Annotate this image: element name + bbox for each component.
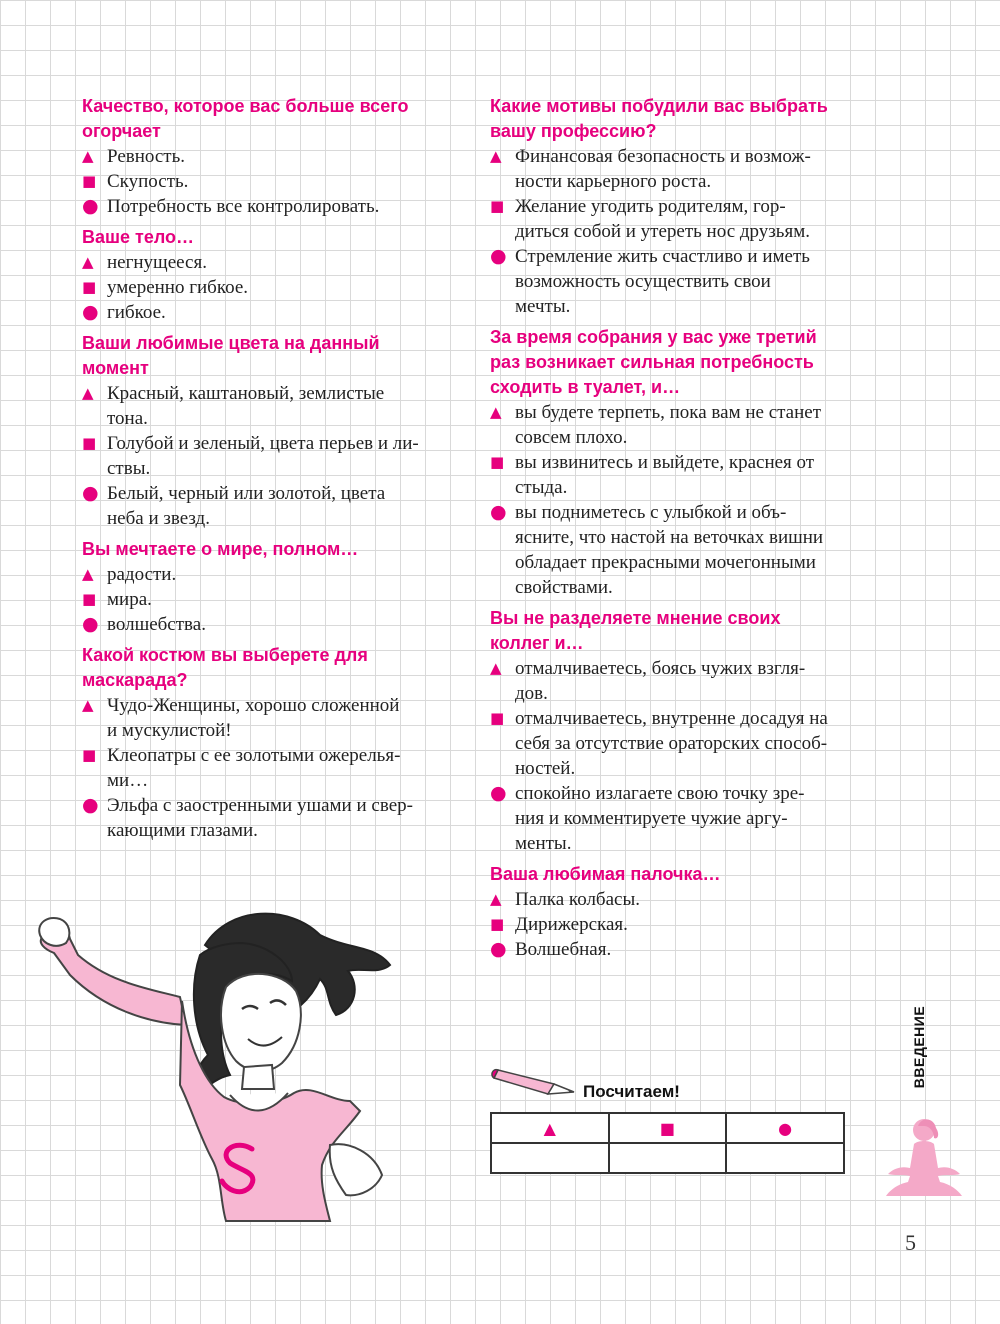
- answer-option-triangle: [82, 250, 470, 275]
- answer-option-line: Скупость.: [107, 171, 189, 192]
- page-number: 5: [905, 1230, 916, 1255]
- circle-column-header: ●: [726, 1113, 844, 1143]
- answer-option-line: Волшебная.: [515, 939, 612, 960]
- square-marker-icon: ■: [82, 278, 97, 296]
- answer-option-square: [82, 169, 470, 194]
- square-column-header: ■: [609, 1113, 727, 1143]
- question-title-line: сходить в туалет, и…: [490, 377, 681, 397]
- triangle-marker-icon: ▲: [490, 890, 502, 908]
- triangle-marker-icon: ▲: [490, 403, 502, 421]
- answer-option-line: обладает прекрасными мочегонными: [515, 552, 816, 573]
- answer-option-line: ния и комментируете чужие аргу-: [515, 808, 788, 829]
- square-marker-icon: ■: [82, 434, 97, 452]
- left-column: [82, 94, 470, 849]
- answer-option-line: Эльфа с заостренными ушами и свер-: [107, 795, 413, 816]
- answer-option-line: неба и звезд.: [107, 508, 210, 529]
- answer-option-triangle: [82, 144, 470, 169]
- answer-option-line: возможность осуществить свои: [515, 271, 771, 292]
- answer-option-line: ности карьерного роста.: [515, 171, 712, 192]
- answer-option-line: негнущееся.: [107, 252, 207, 273]
- answer-option-line: Стремление жить счастливо и иметь: [515, 246, 810, 267]
- answer-option-line: мечты.: [515, 296, 571, 317]
- triangle-marker-icon: ▲: [82, 147, 94, 165]
- answer-option-line: вы подниметесь с улыбкой и объ-: [515, 502, 787, 523]
- circle-marker-icon: ●: [82, 794, 99, 816]
- answer-option-triangle: [82, 693, 470, 743]
- answer-option-square: [82, 743, 470, 793]
- square-marker-icon: ■: [490, 453, 505, 471]
- answer-option-line: диться собой и утереть нос друзьям.: [515, 221, 810, 242]
- circle-marker-icon: ●: [490, 501, 507, 523]
- triangle-marker-icon: ▲: [82, 253, 94, 271]
- answer-option-line: отмалчиваетесь, боясь чужих взгля-: [515, 658, 806, 679]
- answer-option-line: дов.: [515, 683, 548, 704]
- answer-option-circle: [82, 612, 470, 637]
- answer-option-line: Красный, каштановый, землистые: [107, 383, 385, 404]
- question-title: [490, 325, 878, 400]
- answer-option-square: [490, 450, 878, 500]
- yoga-figure-icon: [878, 1112, 970, 1204]
- count-table: [490, 1112, 845, 1174]
- right-column: [490, 94, 878, 968]
- answer-option-circle: [490, 937, 878, 962]
- square-marker-icon: ■: [490, 915, 505, 933]
- answer-option-triangle: [490, 887, 878, 912]
- answer-option-circle: [82, 300, 470, 325]
- count-title: Посчитаем!: [583, 1082, 680, 1101]
- answer-option-line: вы извинитесь и выйдете, краснея от: [515, 452, 815, 473]
- answer-option-line: Белый, черный или золотой, цвета: [107, 483, 386, 504]
- answer-option-line: спокойно излагаете свою точку зре-: [515, 783, 805, 804]
- triangle-count-cell[interactable]: [491, 1143, 609, 1173]
- answer-option-square: [490, 194, 878, 244]
- answer-option-square: [490, 706, 878, 781]
- answer-options: [82, 693, 470, 843]
- question-title-line: огорчает: [82, 121, 161, 141]
- answer-option-line: Финансовая безопасность и возмож-: [515, 146, 811, 167]
- answer-option-line: ствы.: [107, 458, 151, 479]
- answer-option-line: ми…: [107, 770, 149, 791]
- answer-option-line: Голубой и зеленый, цвета перьев и ли-: [107, 433, 419, 454]
- answer-option-line: Желание угодить родителям, гор-: [515, 196, 786, 217]
- question-title-line: вашу профессию?: [490, 121, 657, 141]
- pencil-icon: [490, 1062, 578, 1102]
- girl-illustration: [30, 905, 410, 1225]
- answer-option-circle: [82, 481, 470, 531]
- answer-option-triangle: [490, 144, 878, 194]
- answer-option-square: [490, 912, 878, 937]
- answer-options: [490, 400, 878, 600]
- question-title-line: Ваши любимые цвета на данный: [82, 333, 380, 353]
- answer-options: [490, 656, 878, 856]
- answer-options: [82, 562, 470, 637]
- answer-option-line: Потребность все контролировать.: [107, 196, 380, 217]
- question-title: [82, 643, 470, 693]
- answer-options: [82, 250, 470, 325]
- square-marker-icon: ■: [490, 197, 505, 215]
- square-count-cell[interactable]: [609, 1143, 727, 1173]
- answer-option-line: Чудо-Женщины, хорошо сложенной: [107, 695, 400, 716]
- answer-options: [82, 381, 470, 531]
- answer-option-triangle: [82, 381, 470, 431]
- question-title: [82, 537, 470, 562]
- answer-option-line: умеренно гибкое.: [107, 277, 249, 298]
- answer-option-triangle: [490, 400, 878, 450]
- question-title: [490, 862, 878, 887]
- question-title: [82, 331, 470, 381]
- question-title-line: раз возникает сильная потребность: [490, 352, 814, 372]
- answer-option-line: менты.: [515, 833, 572, 854]
- square-marker-icon: ■: [82, 172, 97, 190]
- question-title-line: маскарада?: [82, 670, 188, 690]
- answer-options: [82, 144, 470, 219]
- circle-marker-icon: ●: [82, 482, 99, 504]
- square-marker-icon: ■: [82, 590, 97, 608]
- answer-option-circle: [490, 781, 878, 856]
- answer-option-line: Палка колбасы.: [515, 889, 640, 910]
- triangle-marker-icon: ▲: [490, 147, 502, 165]
- answer-option-circle: [490, 500, 878, 600]
- triangle-column-header: ▲: [491, 1113, 609, 1143]
- triangle-marker-icon: ▲: [490, 659, 502, 677]
- answer-option-line: совсем плохо.: [515, 427, 628, 448]
- answer-option-line: Дирижерская.: [515, 914, 628, 935]
- section-side-label: [903, 1002, 935, 1092]
- answer-option-square: [82, 431, 470, 481]
- question-title-line: Ваша любимая палочка…: [490, 864, 721, 884]
- answer-option-triangle: [490, 656, 878, 706]
- question-title-line: Вы не разделяете мнение своих: [490, 608, 781, 628]
- circle-marker-icon: ●: [82, 613, 99, 635]
- circle-marker-icon: ●: [490, 938, 507, 960]
- answer-option-line: ностей.: [515, 758, 576, 779]
- answer-option-line: вы будете терпеть, пока вам не станет: [515, 402, 822, 423]
- answer-options: [490, 887, 878, 962]
- square-marker-icon: ■: [82, 746, 97, 764]
- question-title: [82, 225, 470, 250]
- answer-option-line: радости.: [107, 564, 177, 585]
- answer-option-line: отмалчиваетесь, внутренне досадуя на: [515, 708, 828, 729]
- answer-option-line: стыда.: [515, 477, 568, 498]
- question-title-line: момент: [82, 358, 149, 378]
- question-title: [490, 606, 878, 656]
- question-title-line: Качество, которое вас больше всего: [82, 96, 409, 116]
- answer-option-triangle: [82, 562, 470, 587]
- circle-marker-icon: ●: [82, 195, 99, 217]
- answer-option-circle: [490, 244, 878, 319]
- section-label-text: ВВЕДЕНИЕ: [911, 1005, 928, 1089]
- question-title-line: Ваше тело…: [82, 227, 195, 247]
- answer-option-line: гибкое.: [107, 302, 166, 323]
- answer-option-square: [82, 587, 470, 612]
- question-title-line: Какой костюм вы выберете для: [82, 645, 368, 665]
- answer-options: [490, 144, 878, 319]
- question-title: [82, 94, 470, 144]
- circle-marker-icon: ●: [490, 245, 507, 267]
- answer-option-line: Ревность.: [107, 146, 186, 167]
- circle-marker-icon: ●: [82, 301, 99, 323]
- question-title-line: Вы мечтаете о мире, полном…: [82, 539, 359, 559]
- answer-option-line: и мускулистой!: [107, 720, 232, 741]
- answer-option-line: волшебства.: [107, 614, 206, 635]
- answer-option-line: мира.: [107, 589, 152, 610]
- triangle-marker-icon: ▲: [82, 565, 94, 583]
- question-title-line: За время собрания у вас уже третий: [490, 327, 817, 347]
- question-title-line: Какие мотивы побудили вас выбрать: [490, 96, 828, 116]
- answer-option-square: [82, 275, 470, 300]
- triangle-marker-icon: ▲: [82, 696, 94, 714]
- answer-option-line: ясните, что настой на веточках вишни: [515, 527, 824, 548]
- answer-option-line: свойствами.: [515, 577, 613, 598]
- answer-option-line: Клеопатры с ее золотыми ожерелья-: [107, 745, 401, 766]
- triangle-marker-icon: ▲: [82, 384, 94, 402]
- question-title-line: коллег и…: [490, 633, 584, 653]
- circle-count-cell[interactable]: [726, 1143, 844, 1173]
- square-marker-icon: ■: [490, 709, 505, 727]
- answer-option-line: тона.: [107, 408, 148, 429]
- answer-option-line: кающими глазами.: [107, 820, 258, 841]
- answer-option-circle: [82, 194, 470, 219]
- answer-option-circle: [82, 793, 470, 843]
- question-title: [490, 94, 878, 144]
- answer-option-line: себя за отсутствие ораторских способ-: [515, 733, 828, 754]
- circle-marker-icon: ●: [490, 782, 507, 804]
